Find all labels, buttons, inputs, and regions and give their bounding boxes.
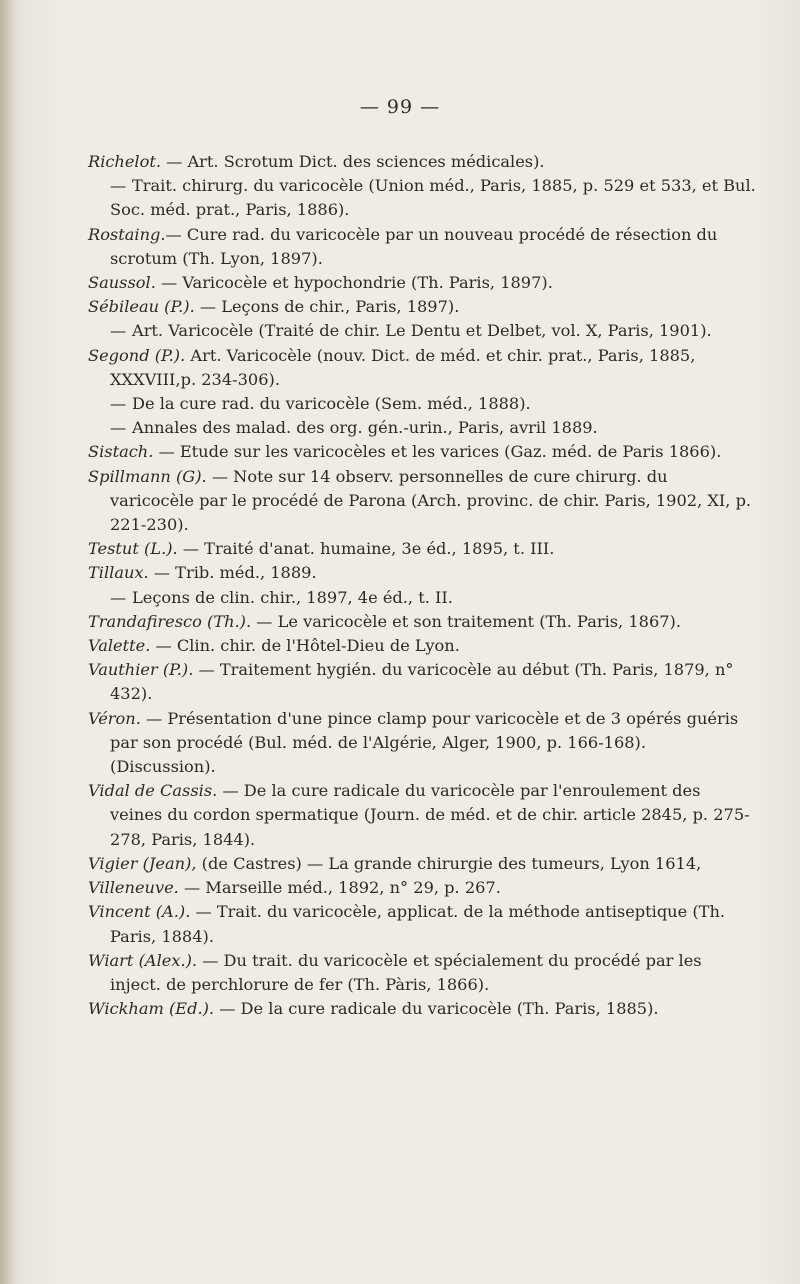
bibliography-entry: Valette. — Clin. chir. de l'Hôtel-Dieu de Lyon. <box>88 636 460 656</box>
bibliography-entry: Vigier (Jean), (de Castres) — La grande chirurgie des tumeurs, Lyon 1614, <box>88 853 702 873</box>
bibliography-entry: — Leçons de clin. chir., 1897, 4e éd., t. II. <box>110 587 453 607</box>
bibliography-entry: Spillmann (G). — Note sur 14 observ. personnelles de cure chirurg. du varicocèle par le procédé de Parona (Arch. provinc. de chir. Paris, 1902, XI, p. 221-230). <box>88 466 752 535</box>
page-binding-shadow <box>0 0 14 1284</box>
bibliography-entry: Sistach. — Etude sur les varicocèles et les varices (Gaz. méd. de Paris 1866). <box>88 442 722 462</box>
bibliography-entry: Vincent (A.). — Trait. du varicocèle, applicat. de la méthode antiseptique (Th. Paris, 1884). <box>88 902 726 946</box>
bibliography-list <box>88 150 756 1021</box>
bibliography-entry: Rostaing.— Cure rad. du varicocèle par un nouveau procédé de résection du scrotum (Th. Lyon, 1897). <box>88 224 718 268</box>
page-number: — 99 — <box>359 96 441 118</box>
bibliography-entry: Sébileau (P.). — Leçons de chir., Paris, 1897). <box>88 297 460 317</box>
bibliography-entry: Richelot. — Art. Scrotum Dict. des sciences médicales). <box>88 152 545 171</box>
bibliography-entry: — Art. Varicocèle (Traité de chir. Le Dentu et Delbet, vol. X, Paris, 1901). <box>110 321 712 341</box>
bibliography-entry: Vauthier (P.). — Traitement hygién. du varicocèle au début (Th. Paris, 1879, n° 432). <box>88 660 734 704</box>
bibliography-entry: — Trait. chirurg. du varicocèle (Union méd., Paris, 1885, p. 529 et 533, et Bul. Soc. méd. prat., Paris, 1886). <box>110 176 756 220</box>
bibliography-entry: Trandafiresco (Th.). — Le varicocèle et son traitement (Th. Paris, 1867). <box>88 611 682 631</box>
bibliography-entry: Villeneuve. — Marseille méd., 1892, n° 29, p. 267. <box>88 878 501 898</box>
bibliography-entry: Tillaux. — Trib. méd., 1889. <box>88 563 317 583</box>
bibliography-entry: Vidal de Cassis. — De la cure radicale du varicocèle par l'enroulement des veines du cordon spermatique (Journ. de méd. et de chir. article 2845, p. 275-278, Paris, 1844). <box>88 781 750 849</box>
bibliography-entry: — Annales des malad. des org. gén.-urin., Paris, avril 1889. <box>110 418 598 438</box>
bibliography-entry: — De la cure rad. du varicocèle (Sem. méd., 1888). <box>110 394 531 414</box>
bibliography-entry: Saussol. — Varicocèle et hypochondrie (Th. Paris, 1897). <box>88 273 553 293</box>
bibliography-entry: Véron. — Présentation d'une pince clamp pour varicocèle et de 3 opérés guéris par son procédé (Bul. méd. de l'Algérie, Alger, 1900, p. 166-168). (Discussion). <box>88 708 739 777</box>
bibliography-entry: Wiart (Alex.). — Du trait. du varicocèle et spécialement du procédé par les inject. de perchlorure de fer (Th. Pàris, 1866). <box>88 950 702 994</box>
bibliography-entry: Wickham (Ed.). — De la cure radicale du varicocèle (Th. Paris, 1885). <box>88 999 659 1019</box>
bibliography-entry: Segond (P.). Art. Varicocèle (nouv. Dict. de méd. et chir. prat., Paris, 1885, XXXVIII,p. 234-306). <box>88 345 696 389</box>
bibliography-entry: Testut (L.). — Traité d'anat. humaine, 3e éd., 1895, t. III. <box>88 539 555 559</box>
